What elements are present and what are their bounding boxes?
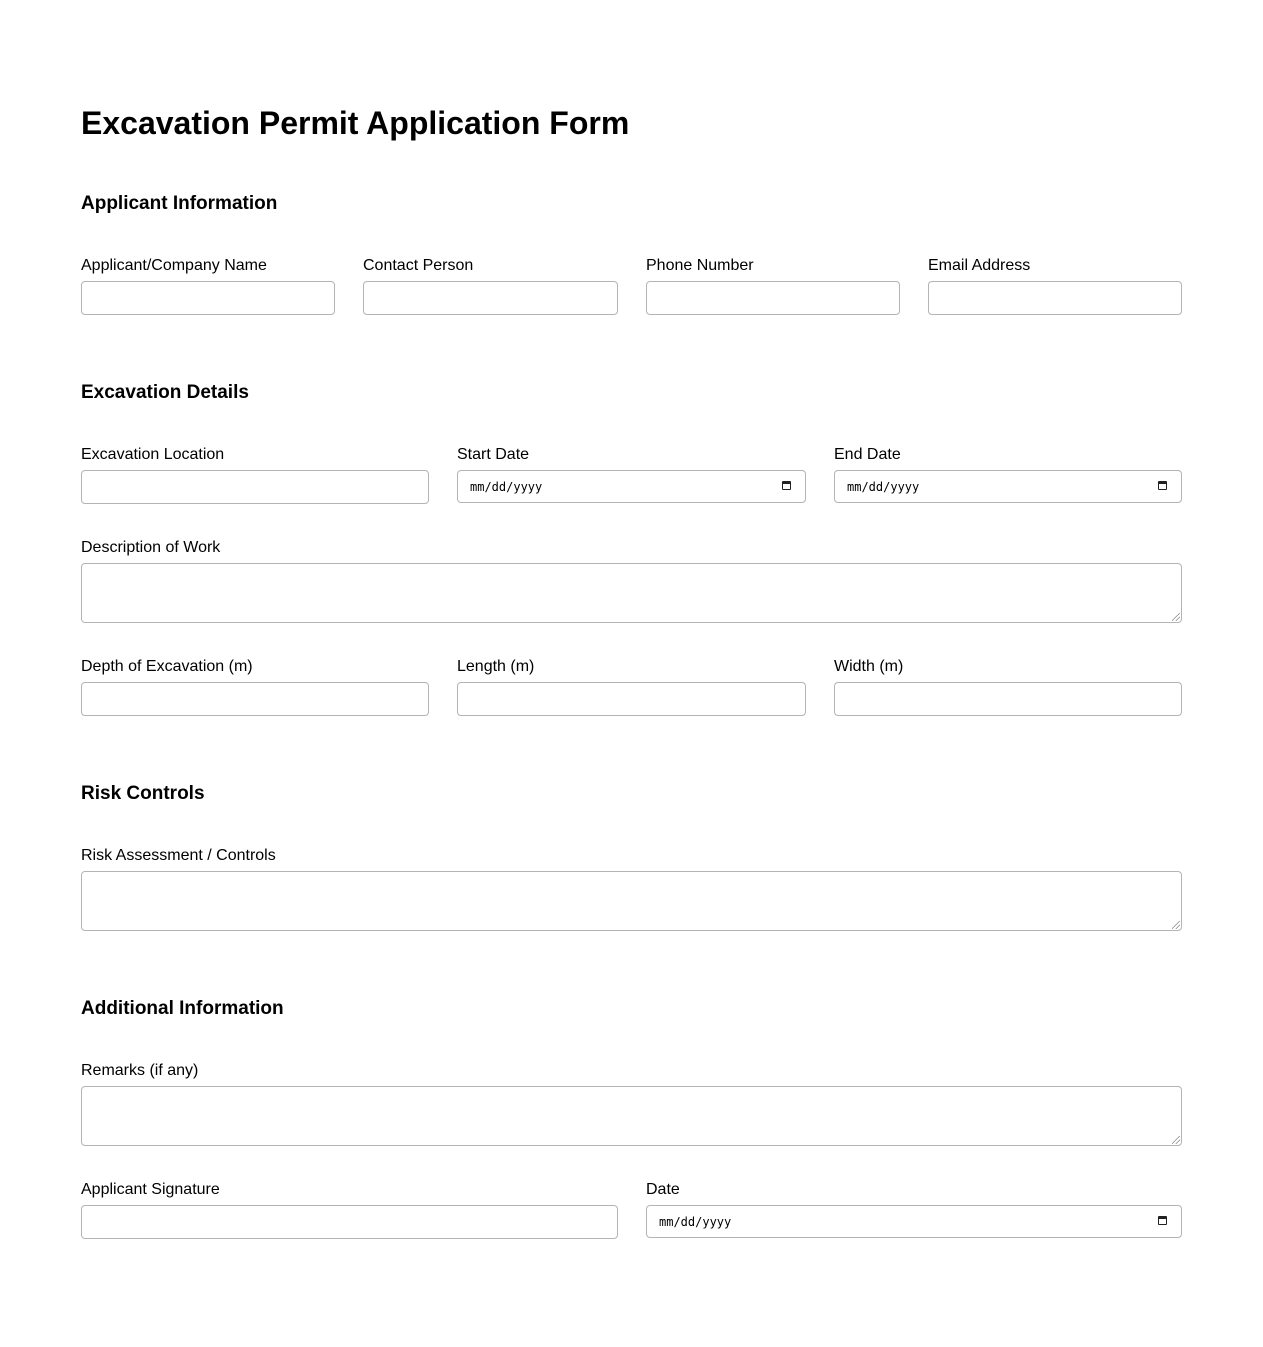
width-input[interactable] bbox=[834, 682, 1182, 716]
depth-label: Depth of Excavation (m) bbox=[81, 658, 253, 675]
section-heading-applicant: Applicant Information bbox=[81, 193, 278, 214]
phone-input[interactable] bbox=[646, 281, 900, 315]
risk-assessment-textarea[interactable] bbox=[81, 871, 1182, 931]
section-heading-additional: Additional Information bbox=[81, 998, 284, 1019]
description-textarea[interactable] bbox=[81, 563, 1182, 623]
date-placeholder: mm/dd/yyyy bbox=[659, 1215, 732, 1229]
start-date-placeholder: mm/dd/yyyy bbox=[470, 480, 543, 494]
resize-grip-icon[interactable] bbox=[1172, 613, 1180, 621]
email-input[interactable] bbox=[928, 281, 1182, 315]
calendar-icon[interactable] bbox=[782, 481, 791, 490]
email-label: Email Address bbox=[928, 257, 1031, 274]
phone-label: Phone Number bbox=[646, 257, 754, 274]
width-label: Width (m) bbox=[834, 658, 904, 675]
calendar-icon[interactable] bbox=[1158, 1216, 1167, 1225]
resize-grip-icon[interactable] bbox=[1172, 1136, 1180, 1144]
date-label: Date bbox=[646, 1181, 680, 1198]
company-name-label: Applicant/Company Name bbox=[81, 257, 267, 274]
depth-input[interactable] bbox=[81, 682, 429, 716]
calendar-icon[interactable] bbox=[1158, 481, 1167, 490]
signature-label: Applicant Signature bbox=[81, 1181, 220, 1198]
signature-input[interactable] bbox=[81, 1205, 618, 1239]
risk-assessment-label: Risk Assessment / Controls bbox=[81, 847, 276, 864]
length-input[interactable] bbox=[457, 682, 806, 716]
end-date-input[interactable] bbox=[834, 470, 1182, 503]
end-date-label: End Date bbox=[834, 446, 901, 463]
page-title: Excavation Permit Application Form bbox=[81, 105, 630, 141]
section-heading-excavation: Excavation Details bbox=[81, 382, 249, 403]
contact-person-label: Contact Person bbox=[363, 257, 474, 274]
section-heading-risk: Risk Controls bbox=[81, 783, 205, 804]
resize-grip-icon[interactable] bbox=[1172, 921, 1180, 929]
date-input[interactable] bbox=[646, 1205, 1182, 1238]
start-date-input[interactable] bbox=[457, 470, 806, 503]
remarks-label: Remarks (if any) bbox=[81, 1062, 199, 1079]
location-input[interactable] bbox=[81, 470, 429, 504]
company-name-input[interactable] bbox=[81, 281, 335, 315]
end-date-placeholder: mm/dd/yyyy bbox=[847, 480, 920, 494]
length-label: Length (m) bbox=[457, 658, 535, 675]
start-date-label: Start Date bbox=[457, 446, 530, 463]
location-label: Excavation Location bbox=[81, 446, 225, 463]
description-label: Description of Work bbox=[81, 539, 221, 556]
contact-person-input[interactable] bbox=[363, 281, 618, 315]
remarks-textarea[interactable] bbox=[81, 1086, 1182, 1146]
